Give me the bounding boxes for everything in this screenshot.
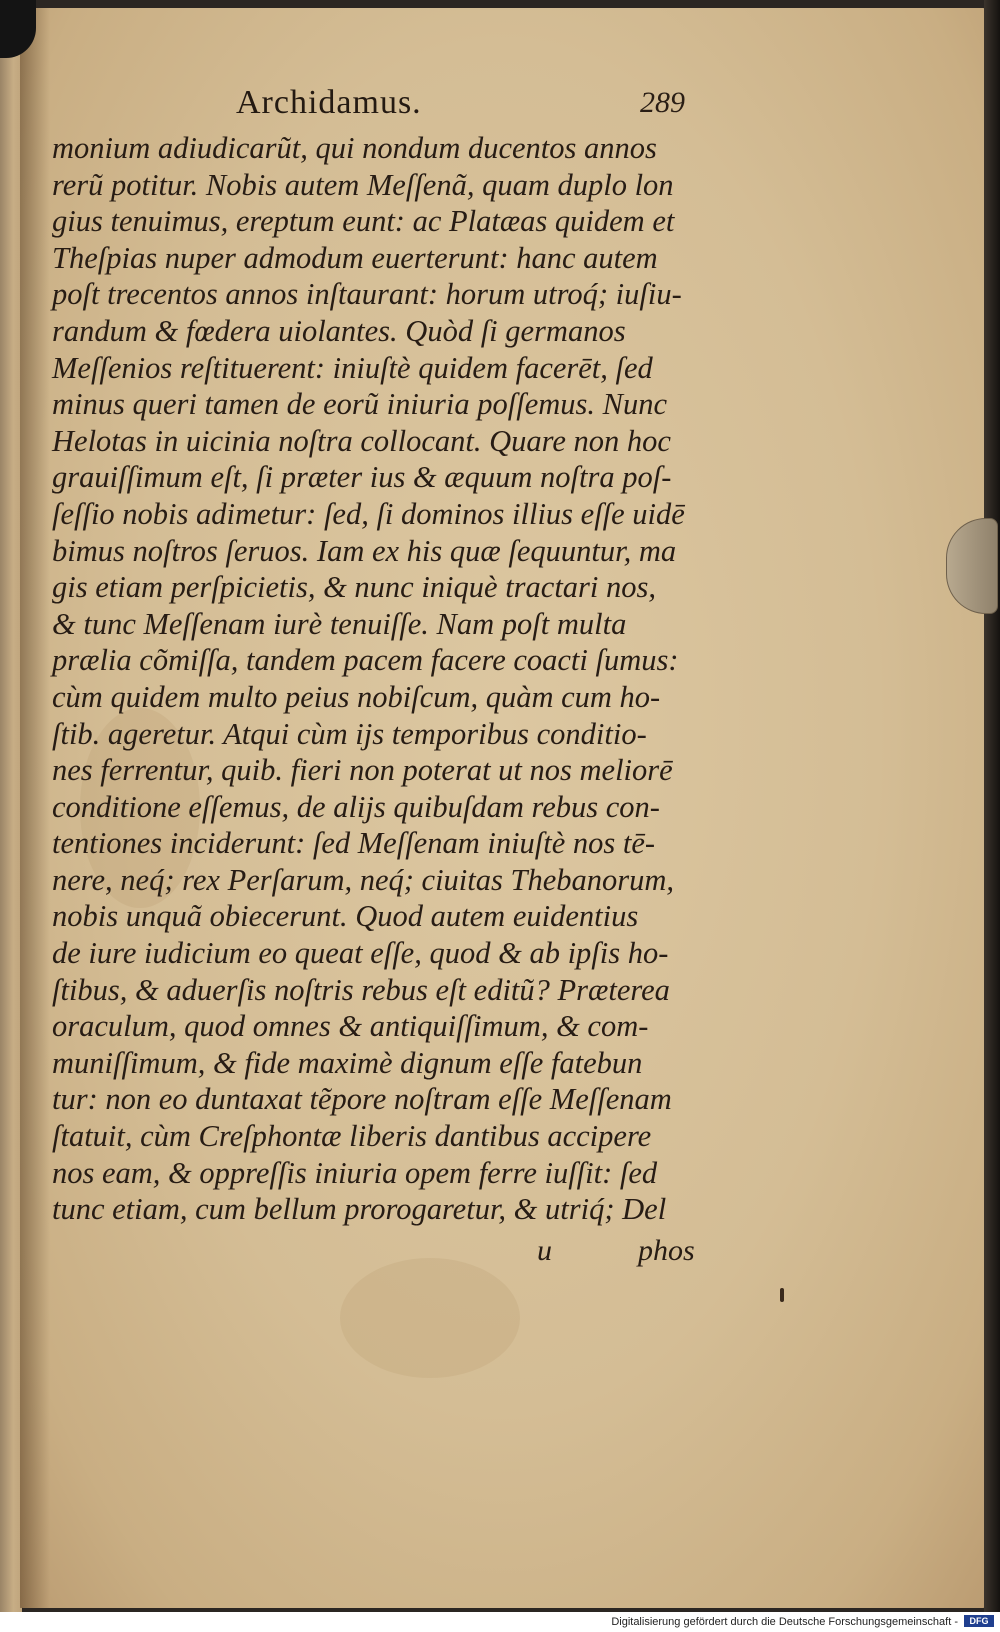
digitization-footer [0, 1612, 1000, 1632]
funding-credit: Digitalisierung gefördert durch die Deutsche Forschungsgemeinschaft - [611, 1616, 958, 1628]
text-line: & tunc Meſſenam iurè tenuiſſe. Nam poſt multa [52, 606, 627, 641]
gutter-shadow [20, 8, 50, 1608]
text-line: muniſſimum, & fide maximè dignum eſſe fatebun [52, 1045, 643, 1080]
catchword: phos [638, 1234, 695, 1267]
text-line: de iure iudicium eo queat eſſe, quod & ab ipſis ho- [52, 936, 669, 971]
paper-stain [780, 1288, 784, 1302]
text-line: poſt trecentos annos inſtaurant: horum utroq́; iuſiu- [52, 277, 682, 312]
text-line: rerũ potitur. Nobis autem Meſſenã, quam duplo lon [52, 167, 674, 202]
text-line: randum & fœdera uiolantes. Quòd ſi germanos [52, 313, 626, 348]
page-edge-right [984, 0, 1000, 1612]
text-line: cùm quidem multo peius nobiſcum, quàm cum ho- [52, 679, 661, 714]
text-line: gis etiam perſpicietis, & nunc iniquè tractari nos, [52, 570, 657, 605]
body-text [52, 130, 712, 1228]
text-line: ſeſſio nobis adimetur: ſed, ſi dominos illius eſſe uidē [52, 496, 685, 531]
text-line: Meſſenios reſtituerent: iniuſtè quidem facerēt, ſed [52, 350, 653, 385]
text-line: ſtib. ageretur. Atqui cùm ijs temporibus conditio- [52, 716, 647, 751]
text-line: nes ferrentur, quib. fieri non poterat ut nos meliorē [52, 753, 673, 788]
page-number: 289 [640, 86, 685, 119]
text-line: monium adiudicarũt, qui nondum ducentos annos [52, 131, 657, 165]
text-line: prælia cõmiſſa, tandem pacem facere coacti ſumus: [52, 643, 679, 678]
text-line: grauiſſimum eſt, ſi præter ius & æquum noſtra poſ- [52, 460, 672, 495]
text-line: nos eam, & oppreſſis iniuria opem ferre iuſſit: ſed [52, 1155, 658, 1190]
signature-mark: u [537, 1234, 552, 1267]
text-line: gius tenuimus, ereptum eunt: ac Platæas quidem et [52, 204, 675, 239]
text-line: ſtibus, & aduerſis noſtris rebus eſt editũ? Præterea [52, 972, 670, 1007]
text-line: conditione eſſemus, de alijs quibuſdam rebus con- [52, 789, 660, 824]
dfg-logo: DFG [964, 1615, 994, 1627]
text-line: tunc etiam, cum bellum prorogaretur, & utriq́; Del [52, 1192, 667, 1227]
text-line: nobis unquã obiecerunt. Quod autem euidentius [52, 899, 639, 934]
text-line: minus queri tamen de eorũ iniuria poſſemus. Nunc [52, 387, 668, 422]
paper-stain [340, 1258, 520, 1378]
adjacent-page-edge [0, 0, 22, 1612]
text-line: tentiones inciderunt: ſed Meſſenam iniuſtè nos tē- [52, 826, 656, 861]
text-line: Helotas in uicinia noſtra collocant. Quare non hoc [52, 423, 671, 458]
text-line: oraculum, quod omnes & antiquiſſimum, & com- [52, 1009, 649, 1044]
text-line: nere, neq́; rex Perſarum, neq́; ciuitas Thebanorum, [52, 862, 675, 897]
text-line: bimus noſtros ſeruos. Iam ex his quæ ſequuntur, ma [52, 533, 677, 568]
text-line: tur: non eo duntaxat tẽpore noſtram eſſe Meſſenam [52, 1082, 672, 1117]
running-head: Archidamus. [236, 84, 422, 121]
text-line: Theſpias nuper admodum euerterunt: hanc autem [52, 240, 658, 275]
text-line: ſtatuit, cùm Creſphontæ liberis dantibus accipere [52, 1119, 652, 1154]
